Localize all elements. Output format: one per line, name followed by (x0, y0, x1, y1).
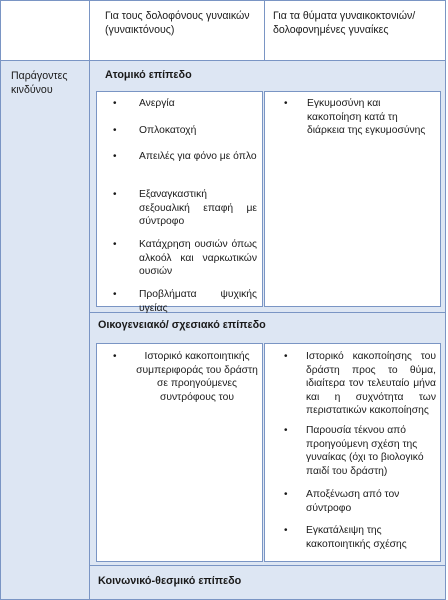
row-label-risk-factors: Παράγοντες κινδύνου (11, 70, 68, 96)
list-item: • Ανεργία (113, 98, 175, 109)
list-item: • Εγκατάλειψη της κακοποιητικής σχέσης (284, 525, 407, 550)
relational-victims-list (284, 350, 438, 558)
list-item: • Εξαναγκαστική σεξουαλική επαφή με σύντροφο (113, 189, 257, 227)
rule (1, 0, 445, 1)
list-item: • Εγκυμοσύνη και κακοποίηση κατά τη διάρκεια της εγκυμοσύνης (284, 98, 426, 136)
rule (89, 0, 90, 600)
rule (1, 60, 445, 61)
rule (89, 565, 445, 566)
list-item: • Ιστορικό κακοποίησης του δράστη προς το θύμα, ιδιαίτερα τον τελευταίο μήνα και η συχνότητα των περιστατικών κακοποίησης (284, 351, 436, 416)
list-item: • Παρουσία τέκνου από προηγούμενη σχέση της γυναίκας (όχι το βιολογικό παιδί του δράστη) (284, 425, 424, 477)
section-relational-level: Οικογενειακό/ σχεσιακό επίπεδο (98, 319, 266, 331)
header-col-perpetrators: Για τους δολοφόνους γυναικών (γυναικτόνους) (105, 10, 250, 36)
section-individual-level: Ατομικό επίπεδο (105, 69, 192, 81)
relational-perpetrators-list (113, 350, 259, 406)
list-item: • Οπλοκατοχή (113, 125, 197, 136)
list-item: • Απειλές για φόνο με όπλο (113, 151, 257, 162)
list-item: • Προβλήματα ψυχικής υγείας (113, 289, 257, 314)
header-col-victims: Για τα θύματα γυναικοκτονιών/δολοφονημένες γυναίκες (273, 10, 416, 36)
list-item: • Αποξένωση από τον σύντροφο (284, 489, 400, 514)
section-societal-level: Κοινωνικό-θεσμικό επίπεδο (98, 575, 242, 587)
individual-perpetrators-list (113, 97, 259, 318)
rule (264, 0, 265, 60)
individual-victims-list (284, 97, 434, 137)
list-item: • Κατάχρηση ουσιών όπως αλκοόλ και ναρκωτικών ουσιών (113, 239, 257, 277)
list-item: • Ιστορικό κακοποιητικής συμπεριφοράς του δράστη σε προηγούμενες συντρόφους του (113, 351, 258, 403)
